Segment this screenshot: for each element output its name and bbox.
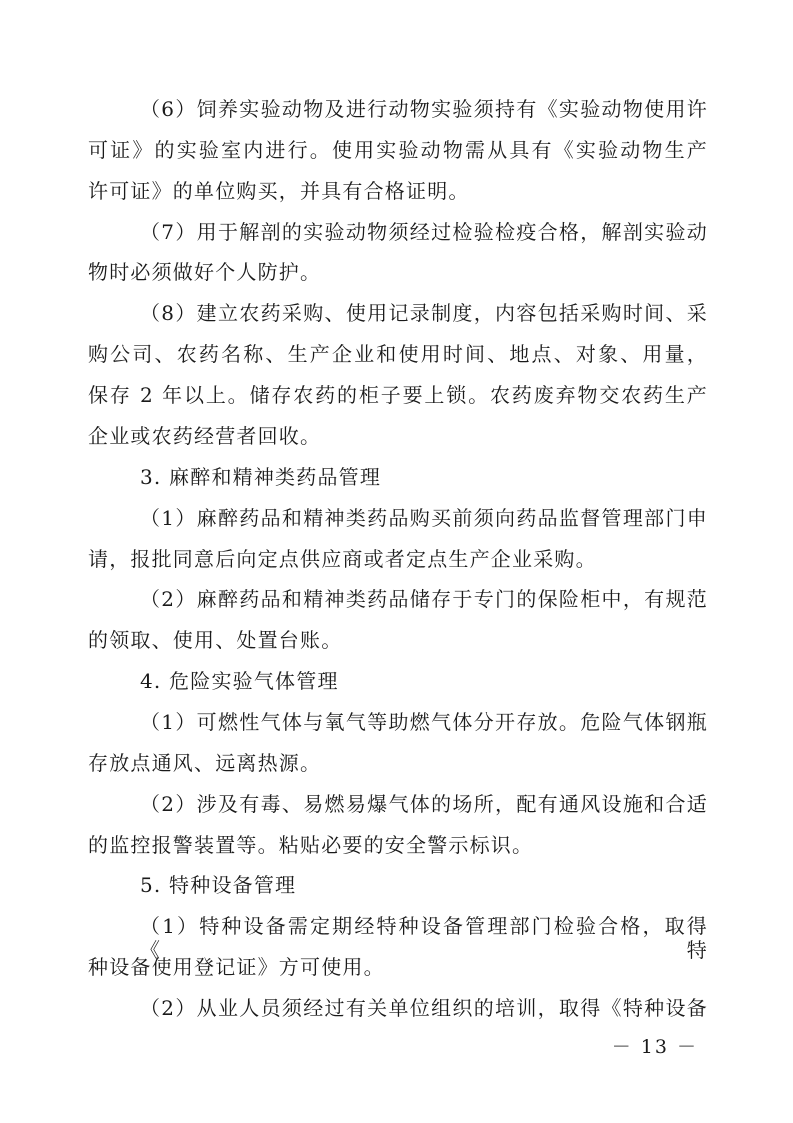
section-3-item-1-line-1: （1）麻醉药品和精神类药品购买前须向药品监督管理部门申 [140,506,708,530]
paragraph-8-line-4: 企业或农药经营者回收。 [88,424,322,448]
paragraph-7-line-1: （7）用于解剖的实验动物须经过检验检疫合格，解剖实验动 [140,220,708,244]
section-3-item-1-line-2: 请，报批同意后向定点供应商或者定点生产企业采购。 [88,547,597,571]
page-number: － 13 － [611,1036,698,1058]
section-5-item-1-line-1: （1）特种设备需定期经特种设备管理部门检验合格，取得《特 [140,914,708,962]
section-5-item-2-line-1: （2）从业人员须经过有关单位组织的培训，取得《特种设备 [140,996,708,1020]
paragraph-6-line-1: （6）饲养实验动物及进行动物实验须持有《实验动物使用许 [140,97,708,121]
section-heading-4: 4. 危险实验气体管理 [140,669,339,693]
section-4-item-2-line-2: 的监控报警装置等。粘贴必要的安全警示标识。 [88,833,534,857]
section-3-item-2-line-1: （2）麻醉药品和精神类药品储存于专门的保险柜中，有规范 [140,587,708,611]
section-5-item-1-line-2: 种设备使用登记证》方可使用。 [88,955,385,979]
paragraph-7-line-2: 物时必须做好个人防护。 [88,260,322,284]
section-heading-3: 3. 麻醉和精神类药品管理 [140,465,382,489]
paragraph-6-line-2: 可证》的实验室内进行。使用实验动物需从具有《实验动物生产 [88,138,708,162]
paragraph-8-line-3: 保存 2 年以上。储存农药的柜子要上锁。农药废弃物交农药生产 [88,383,708,407]
section-4-item-1-line-2: 存放点通风、远离热源。 [88,751,322,775]
section-heading-5: 5. 特种设备管理 [140,873,297,897]
paragraph-8-line-2: 购公司、农药名称、生产企业和使用时间、地点、对象、用量， [88,342,708,366]
section-4-item-2-line-1: （2）涉及有毒、易燃易爆气体的场所，配有通风设施和合适 [140,792,708,816]
paragraph-8-line-1: （8）建立农药采购、使用记录制度，内容包括采购时间、采 [140,301,708,325]
section-3-item-2-line-2: 的领取、使用、处置台账。 [88,628,343,652]
section-4-item-1-line-1: （1）可燃性气体与氧气等助燃气体分开存放。危险气体钢瓶 [140,710,708,734]
paragraph-6-line-3: 许可证》的单位购买，并具有合格证明。 [88,179,470,203]
